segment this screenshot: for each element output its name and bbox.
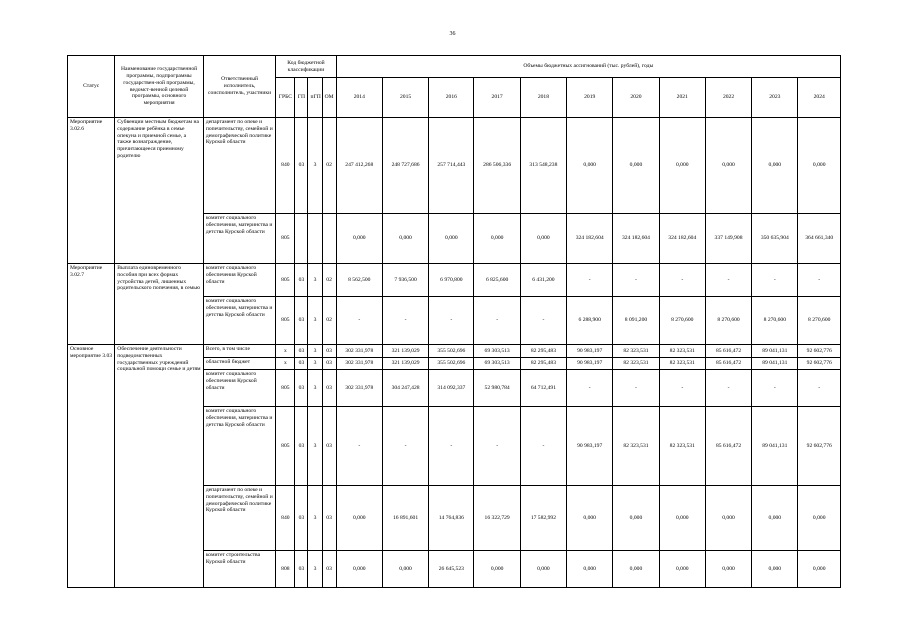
value-cell: - — [705, 264, 751, 297]
code-cell: 3 — [308, 264, 322, 297]
header-volumes: Объемы бюджетных ассигнований (тыс. рублей), годы — [336, 56, 840, 78]
table-body — [68, 118, 841, 588]
code-cell: 808 — [276, 551, 295, 588]
header-year: 2024 — [798, 78, 841, 118]
code-cell: 805 — [276, 297, 295, 345]
value-cell: 89 041,131 — [752, 358, 798, 370]
value-cell: 16 322,729 — [474, 486, 520, 551]
executor-cell: Всего, в том числе — [203, 345, 275, 358]
header-code-pgp: пГП — [308, 78, 322, 118]
value-cell: 364 661,340 — [798, 214, 841, 264]
value-cell: - — [798, 264, 841, 297]
value-cell: - — [336, 297, 382, 345]
value-cell: 0,000 — [752, 118, 798, 214]
value-cell: - — [567, 264, 613, 297]
value-cell: 0,000 — [798, 118, 841, 214]
value-cell: - — [659, 264, 705, 297]
value-cell: 92 602,776 — [798, 407, 841, 486]
code-cell: 3 — [308, 486, 322, 551]
code-cell: 03 — [322, 345, 336, 358]
value-cell: 0,000 — [798, 486, 841, 551]
value-cell: 85 616,472 — [705, 407, 751, 486]
header-year: 2014 — [336, 78, 382, 118]
status-cell: Мероприятие 3.02.6 — [68, 118, 115, 264]
value-cell: 0,000 — [705, 486, 751, 551]
value-cell: - — [798, 370, 841, 407]
header-name: Наименование государственной программы, подпрограммы государствен-ной программы, ведомст-венной целевой программы, основного мероприятия — [115, 56, 204, 118]
header-code-gp: ГП — [295, 78, 308, 118]
value-cell: - — [382, 407, 428, 486]
value-cell: 8 270,600 — [705, 297, 751, 345]
status-cell: Мероприятие 3.02.7 — [68, 264, 115, 345]
code-cell: 840 — [276, 118, 295, 214]
header-year: 2023 — [752, 78, 798, 118]
value-cell: 8 270,600 — [798, 297, 841, 345]
value-cell: 0,000 — [659, 118, 705, 214]
code-cell: х — [276, 358, 295, 370]
code-cell: 03 — [295, 370, 308, 407]
value-cell: 82 323,531 — [613, 345, 659, 358]
budget-table — [67, 55, 841, 588]
value-cell: 0,000 — [705, 118, 751, 214]
header-year: 2018 — [520, 78, 566, 118]
value-cell: 14 764,836 — [429, 486, 474, 551]
header-year: 2015 — [382, 78, 428, 118]
value-cell: 0,000 — [659, 551, 705, 588]
value-cell: 0,000 — [567, 551, 613, 588]
executor-cell: департамент по опеке и попечительству, семейной и демографической политике Курской области — [203, 118, 275, 214]
value-cell: 82 295,483 — [520, 358, 566, 370]
code-cell: 3 — [308, 297, 322, 345]
header-executor: Ответственный исполнитель, соисполнитель, участники — [203, 56, 275, 118]
value-cell: 16 891,601 — [382, 486, 428, 551]
value-cell: 69 303,513 — [474, 345, 520, 358]
value-cell: 82 295,483 — [520, 345, 566, 358]
value-cell: 0,000 — [705, 551, 751, 588]
code-cell: 03 — [322, 551, 336, 588]
value-cell: 0,000 — [336, 214, 382, 264]
value-cell: 302 331,978 — [336, 345, 382, 358]
value-cell: 302 331,978 — [336, 358, 382, 370]
page-number: 36 — [449, 31, 456, 37]
value-cell: 350 635,904 — [752, 214, 798, 264]
value-cell: - — [752, 370, 798, 407]
executor-cell: департамент по опеке и попечительству, семейной и демографической политике Курской области — [203, 486, 275, 551]
code-cell: 805 — [276, 370, 295, 407]
code-cell: 02 — [322, 297, 336, 345]
value-cell: 302 331,978 — [336, 370, 382, 407]
executor-cell: комитет строительства Курской области — [203, 551, 275, 588]
value-cell: - — [382, 297, 428, 345]
value-cell: 337 149,908 — [705, 214, 751, 264]
code-cell: 03 — [322, 358, 336, 370]
code-cell: 3 — [308, 345, 322, 358]
header-status: Статус — [68, 56, 115, 118]
value-cell: 314 092,337 — [429, 370, 474, 407]
header-year: 2021 — [659, 78, 705, 118]
code-cell: 03 — [322, 407, 336, 486]
executor-cell: областной бюджет — [203, 358, 275, 370]
value-cell: 0,000 — [613, 486, 659, 551]
program-name-cell: Субвенции местным бюджетам на содержание ребёнка в семье опекуна и приемной семье, а также вознаграждение, причитающееся приемному родителю — [115, 118, 204, 264]
header-code-om: ОМ — [322, 78, 336, 118]
code-cell: 805 — [276, 214, 295, 264]
executor-cell: комитет социального обеспечения, материнства и детства Курской области — [203, 407, 275, 486]
value-cell: 0,000 — [429, 214, 474, 264]
value-cell: 85 616,472 — [705, 358, 751, 370]
code-cell: 3 — [308, 551, 322, 588]
code-cell: х — [276, 345, 295, 358]
program-name-cell: Выплата единовременного пособия при всех формах устройства детей, лишенных родительского попечения, в семью — [115, 264, 204, 345]
value-cell: 247 412,268 — [336, 118, 382, 214]
value-cell: 92 602,776 — [798, 345, 841, 358]
value-cell: 8 270,600 — [659, 297, 705, 345]
value-cell: 0,000 — [613, 551, 659, 588]
table-row — [68, 118, 841, 214]
code-cell: 02 — [322, 118, 336, 214]
code-cell: 03 — [322, 486, 336, 551]
value-cell: 304 247,428 — [382, 370, 428, 407]
code-cell: 03 — [322, 370, 336, 407]
value-cell: 90 983,197 — [567, 358, 613, 370]
code-cell: 3 — [308, 358, 322, 370]
value-cell: - — [567, 370, 613, 407]
value-cell: - — [752, 264, 798, 297]
value-cell: 0,000 — [798, 551, 841, 588]
value-cell: 26 645,523 — [429, 551, 474, 588]
value-cell: 355 502,696 — [429, 358, 474, 370]
code-cell: 805 — [276, 407, 295, 486]
value-cell: 0,000 — [520, 551, 566, 588]
value-cell: 0,000 — [382, 214, 428, 264]
value-cell: - — [705, 370, 751, 407]
value-cell: 0,000 — [336, 551, 382, 588]
value-cell: - — [429, 297, 474, 345]
executor-cell: комитет социального обеспечения, материнства и детства Курской области — [203, 297, 275, 345]
value-cell: 90 983,197 — [567, 345, 613, 358]
value-cell: 0,000 — [752, 551, 798, 588]
code-cell: 03 — [295, 358, 308, 370]
code-cell — [295, 214, 308, 264]
value-cell: 0,000 — [613, 118, 659, 214]
value-cell: 0,000 — [752, 486, 798, 551]
value-cell: 0,000 — [567, 118, 613, 214]
value-cell: 52 980,784 — [474, 370, 520, 407]
value-cell: - — [474, 297, 520, 345]
value-cell: 92 602,776 — [798, 358, 841, 370]
value-cell: 0,000 — [520, 214, 566, 264]
value-cell: 248 727,686 — [382, 118, 428, 214]
value-cell: 8 091,200 — [613, 297, 659, 345]
value-cell: 6 970,800 — [429, 264, 474, 297]
value-cell: 82 323,531 — [613, 358, 659, 370]
header-year: 2022 — [705, 78, 751, 118]
table-row — [68, 264, 841, 297]
executor-cell: комитет социального обеспечения Курской области — [203, 264, 275, 297]
value-cell: 257 714,443 — [429, 118, 474, 214]
value-cell: 8 270,600 — [752, 297, 798, 345]
value-cell: 17 582,992 — [520, 486, 566, 551]
value-cell: 82 323,531 — [659, 358, 705, 370]
header-year: 2017 — [474, 78, 520, 118]
value-cell: 64 712,491 — [520, 370, 566, 407]
value-cell: 0,000 — [336, 486, 382, 551]
code-cell: 03 — [295, 551, 308, 588]
code-cell: 3 — [308, 118, 322, 214]
value-cell: 89 041,131 — [752, 407, 798, 486]
executor-cell: комитет социального обеспечения Курской области — [203, 370, 275, 407]
value-cell: 324 182,604 — [659, 214, 705, 264]
value-cell: - — [474, 407, 520, 486]
value-cell: 82 323,531 — [613, 407, 659, 486]
code-cell: 03 — [295, 486, 308, 551]
code-cell — [322, 214, 336, 264]
value-cell: 6 825,600 — [474, 264, 520, 297]
value-cell: 0,000 — [567, 486, 613, 551]
value-cell: 0,000 — [474, 214, 520, 264]
executor-cell: комитет социального обеспечения, материнства и детства Курской области — [203, 214, 275, 264]
value-cell: 90 983,197 — [567, 407, 613, 486]
value-cell: 324 182,604 — [613, 214, 659, 264]
table-row — [68, 345, 841, 358]
value-cell: 6 431,200 — [520, 264, 566, 297]
code-cell: 03 — [295, 118, 308, 214]
value-cell: - — [613, 264, 659, 297]
value-cell: - — [659, 370, 705, 407]
header-year: 2016 — [429, 78, 474, 118]
value-cell: 355 502,696 — [429, 345, 474, 358]
status-cell: Основное мероприятие 3.03 — [68, 345, 115, 588]
value-cell: 324 182,604 — [567, 214, 613, 264]
value-cell: 0,000 — [659, 486, 705, 551]
code-cell: 02 — [322, 264, 336, 297]
header-year: 2019 — [567, 78, 613, 118]
code-cell: 3 — [308, 407, 322, 486]
value-cell: - — [336, 407, 382, 486]
value-cell: 313 548,238 — [520, 118, 566, 214]
header-code-grbs: ГРБС — [276, 78, 295, 118]
code-cell: 805 — [276, 264, 295, 297]
value-cell: 0,000 — [382, 551, 428, 588]
value-cell: 82 323,531 — [659, 345, 705, 358]
value-cell: 8 562,500 — [336, 264, 382, 297]
value-cell: 7 936,500 — [382, 264, 428, 297]
value-cell: 6 288,900 — [567, 297, 613, 345]
value-cell: 321 139,029 — [382, 358, 428, 370]
program-name-cell: Обеспечение деятельности подведомственных государственных учреждений социальной помощи семье и детям — [115, 345, 204, 588]
value-cell: 321 139,029 — [382, 345, 428, 358]
code-cell: 03 — [295, 345, 308, 358]
value-cell: 89 041,131 — [752, 345, 798, 358]
value-cell: 286 506,336 — [474, 118, 520, 214]
code-cell: 3 — [308, 370, 322, 407]
header-budget-code: Код бюджетной классификации — [276, 56, 336, 78]
value-cell: - — [520, 297, 566, 345]
value-cell: 82 323,531 — [659, 407, 705, 486]
code-cell: 03 — [295, 264, 308, 297]
value-cell: - — [613, 370, 659, 407]
code-cell — [308, 214, 322, 264]
value-cell: - — [429, 407, 474, 486]
code-cell: 03 — [295, 297, 308, 345]
value-cell: 69 303,513 — [474, 358, 520, 370]
value-cell: 85 616,472 — [705, 345, 751, 358]
value-cell: 0,000 — [474, 551, 520, 588]
header-year: 2020 — [613, 78, 659, 118]
code-cell: 03 — [295, 407, 308, 486]
code-cell: 840 — [276, 486, 295, 551]
value-cell: - — [520, 407, 566, 486]
